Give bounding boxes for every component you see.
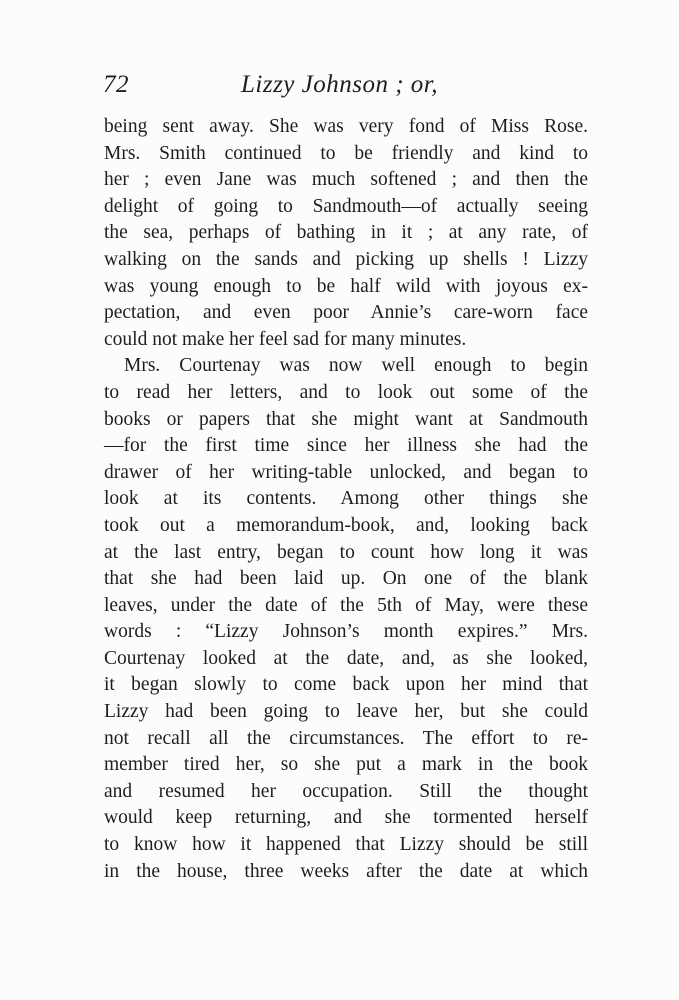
text-line: it began slowly to come back upon her mind that (104, 674, 588, 696)
text-line: delight of going to Sandmouth—of actually seeing (104, 195, 588, 217)
text-line: words : “Lizzy Johnson’s month expires.” Mrs. (104, 621, 588, 643)
text-line: member tired her, so she put a mark in the book (104, 754, 588, 776)
text-line: would keep returning, and she tormented herself (104, 807, 588, 829)
page-number: 72 (103, 71, 129, 98)
text-line: took out a memorandum-book, and, looking back (104, 514, 588, 536)
text-line: Courtenay looked at the date, and, as she looked, (104, 647, 588, 669)
text-line: at the last entry, began to count how long it was (104, 541, 588, 563)
text-line: that she had been laid up. On one of the blank (104, 568, 588, 590)
running-title: Lizzy Johnson ; or, (241, 71, 439, 98)
text-line: Mrs. Smith continued to be friendly and kind to (104, 142, 588, 164)
text-line: pectation, and even poor Annie’s care-worn face (104, 302, 588, 324)
text-line: the sea, perhaps of bathing in it ; at any rate, of (104, 222, 588, 244)
body-text (104, 114, 588, 885)
paragraph (104, 353, 588, 885)
text-line: and resumed her occupation. Still the thought (104, 780, 588, 802)
text-line: walking on the sands and picking up shells ! Lizzy (104, 248, 588, 270)
text-line: to read her letters, and to look out some of the (104, 381, 588, 403)
text-line: —for the first time since her illness she had the (104, 435, 588, 457)
text-line: to know how it happened that Lizzy should be still (104, 834, 588, 856)
text-line: in the house, three weeks after the date at which (104, 860, 588, 882)
text-line: not recall all the circumstances. The effort to re- (104, 727, 588, 749)
page-header (103, 71, 588, 105)
text-line: Mrs. Courtenay was now well enough to begin (124, 355, 588, 377)
text-line: Lizzy had been going to leave her, but she could (104, 701, 588, 723)
text-line: look at its contents. Among other things she (104, 488, 588, 510)
text-line: her ; even Jane was much softened ; and then the (104, 169, 588, 191)
paragraph (104, 114, 588, 353)
text-line: could not make her feel sad for many minutes. (104, 328, 467, 350)
text-line: books or papers that she might want at Sandmouth (104, 408, 588, 430)
text-line: was young enough to be half wild with joyous ex- (104, 275, 588, 297)
text-line: being sent away. She was very fond of Miss Rose. (104, 116, 588, 137)
text-line: leaves, under the date of the 5th of May, were these (104, 594, 588, 616)
text-line: drawer of her writing-table unlocked, and began to (104, 461, 588, 483)
